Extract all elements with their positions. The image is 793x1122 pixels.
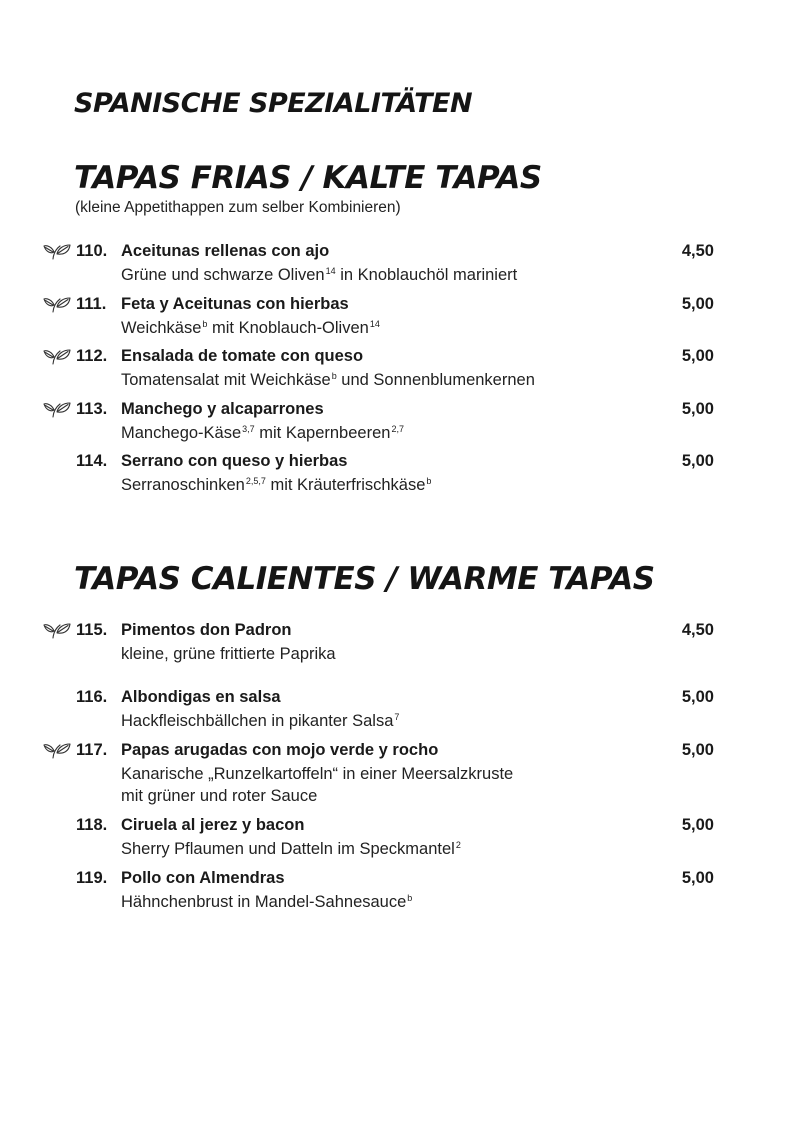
item-number: 112.: [76, 347, 108, 365]
leaf-icon: [42, 296, 72, 313]
item-name: Manchego y alcaparrones: [121, 400, 324, 418]
description-line: [121, 785, 513, 807]
item-number: 115.: [76, 621, 108, 639]
item-price: 5,00: [681, 688, 714, 706]
description-text: mit Kapernbeeren: [254, 424, 391, 442]
description-text: Sherry Pflaumen und Datteln im Speckmantel: [121, 840, 455, 858]
description-line: [121, 422, 404, 444]
item-number: 119.: [76, 869, 108, 887]
item-description: [121, 710, 399, 732]
item-description: [121, 264, 517, 286]
description-line: [121, 763, 513, 785]
description-text: Kanarische „Runzelkartoffeln“ in einer Meersalzkruste: [121, 765, 514, 783]
description-text: und Sonnenblumenkernen: [336, 371, 535, 389]
description-text: Grüne und schwarze Oliven: [121, 266, 325, 284]
description-text: mit Knoblauch-Oliven: [207, 319, 369, 337]
section-subtitle: (kleine Appetithappen zum selber Kombinieren): [75, 199, 401, 216]
item-number: 113.: [76, 400, 108, 418]
leaf-icon: [42, 622, 72, 639]
item-name: Pimentos don Padron: [121, 621, 292, 639]
allergen-marker: 2: [455, 840, 461, 850]
item-name: Aceitunas rellenas con ajo: [121, 242, 330, 260]
description-line: [121, 891, 412, 913]
item-description: [121, 369, 535, 391]
description-text: Hähnchenbrust in Mandel-Sahnesauce: [121, 893, 407, 911]
item-name: Ensalada de tomate con queso: [121, 347, 364, 365]
item-name: Albondigas en salsa: [121, 688, 281, 706]
leaf-icon: [42, 742, 72, 759]
item-name: Serrano con queso y hierbas: [121, 452, 348, 470]
item-description: [121, 763, 513, 807]
item-price: 5,00: [681, 869, 714, 887]
item-number: 111.: [76, 295, 107, 313]
description-line: [121, 317, 380, 339]
item-description: [121, 838, 461, 860]
page-title: SPANISCHE SPEZIALITÄTEN: [74, 88, 473, 119]
description-line: [121, 643, 336, 665]
description-text: Serranoschinken: [121, 476, 245, 494]
item-name: Papas arugadas con mojo verde y rocho: [121, 741, 439, 759]
description-text: mit grüner und roter Sauce: [121, 787, 318, 805]
item-price: 4,50: [681, 621, 714, 639]
allergen-marker: 7: [394, 712, 400, 722]
leaf-icon: [42, 401, 72, 418]
item-description: [121, 643, 336, 665]
item-price: 5,00: [681, 452, 714, 470]
item-description: [121, 317, 380, 339]
leaf-icon: [42, 348, 72, 365]
item-price: 5,00: [681, 295, 714, 313]
description-text: in Knoblauchöl mariniert: [335, 266, 518, 284]
allergen-marker: b: [202, 319, 208, 329]
item-price: 5,00: [681, 347, 714, 365]
item-price: 5,00: [681, 741, 714, 759]
item-price: 5,00: [681, 816, 714, 834]
item-name: Feta y Aceitunas con hierbas: [121, 295, 349, 313]
description-line: [121, 264, 517, 286]
description-text: Weichkäse: [121, 319, 202, 337]
item-description: [121, 891, 412, 913]
description-text: Manchego-Käse: [121, 424, 242, 442]
item-number: 116.: [76, 688, 108, 706]
leaf-icon: [42, 243, 72, 260]
allergen-marker: b: [407, 893, 413, 903]
section-heading-warm-tapas: TAPAS CALIENTES / WARME TAPAS: [74, 561, 655, 597]
item-name: Pollo con Almendras: [121, 869, 285, 887]
description-text: Hackfleischbällchen in pikanter Salsa: [121, 712, 394, 730]
description-line: [121, 474, 431, 496]
item-price: 5,00: [681, 400, 714, 418]
item-number: 114.: [76, 452, 108, 470]
allergen-marker: 14: [325, 266, 336, 276]
item-description: [121, 422, 404, 444]
allergen-marker: 14: [369, 319, 380, 329]
allergen-marker: b: [331, 371, 337, 381]
allergen-marker: 2,5,7: [245, 476, 266, 486]
description-line: [121, 710, 399, 732]
allergen-marker: b: [426, 476, 432, 486]
item-number: 110.: [76, 242, 108, 260]
description-line: [121, 838, 461, 860]
item-number: 118.: [76, 816, 108, 834]
item-name: Ciruela al jerez y bacon: [121, 816, 305, 834]
item-description: [121, 474, 431, 496]
item-number: 117.: [76, 741, 108, 759]
item-price: 4,50: [681, 242, 714, 260]
description-text: Tomatensalat mit Weichkäse: [121, 371, 331, 389]
section-heading-cold-tapas: TAPAS FRIAS / KALTE TAPAS: [74, 160, 542, 196]
description-text: kleine, grüne frittierte Paprika: [121, 645, 336, 663]
allergen-marker: 3,7: [242, 424, 255, 434]
description-text: mit Kräuterfrischkäse: [265, 476, 426, 494]
description-line: [121, 369, 535, 391]
allergen-marker: 2,7: [391, 424, 404, 434]
